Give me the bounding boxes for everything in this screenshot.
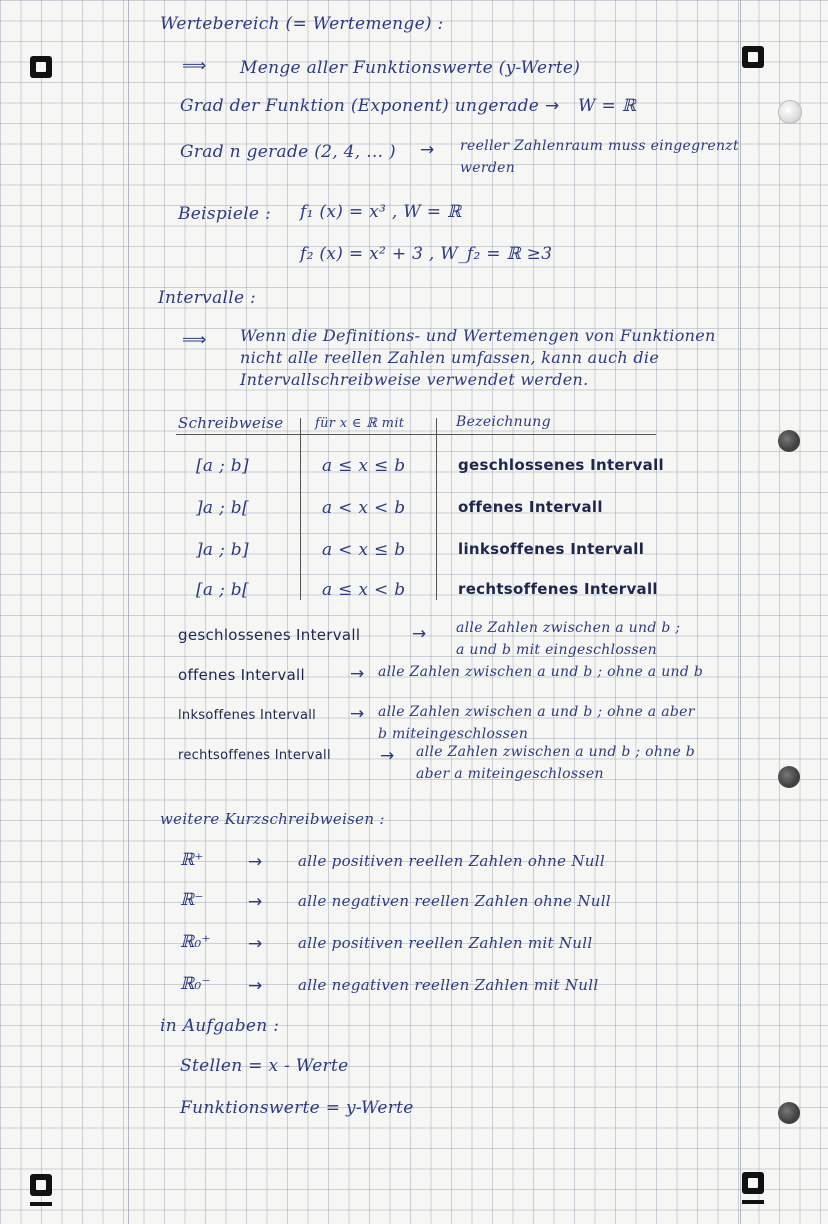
kurz-text: alle negativen reellen Zahlen ohne Null xyxy=(298,892,611,910)
table-cell: [a ; b[ xyxy=(196,580,249,600)
wb-line1: Menge aller Funktionswerte (y-Werte) xyxy=(240,58,581,78)
wb-line2-right: W = ℝ xyxy=(578,96,637,116)
arrow-icon: → xyxy=(248,934,263,954)
kurz-symbol: ℝ⁻ xyxy=(180,890,204,910)
intervalle-text-3: Intervallschreibweise verwendet werden. xyxy=(240,370,589,389)
heading-kurzschreibweisen: weitere Kurzschreibweisen : xyxy=(160,810,385,828)
kurz-symbol: ℝ₀⁻ xyxy=(180,974,211,994)
table-column-divider xyxy=(300,418,301,600)
arrow-icon: → xyxy=(350,664,365,684)
corner-marker-bottom-right-bar xyxy=(742,1200,764,1204)
expl-label: offenes Intervall xyxy=(178,666,305,684)
table-cell: a ≤ x < b xyxy=(322,580,406,600)
corner-marker-top-right xyxy=(742,46,764,68)
heading-aufgaben: in Aufgaben : xyxy=(160,1016,280,1036)
arrow-icon: → xyxy=(350,704,365,724)
table-header: Bezeichnung xyxy=(456,414,551,430)
table-cell: ]a ; b] xyxy=(196,540,249,560)
aufgaben-2: Funktionswerte = y-Werte xyxy=(180,1098,414,1118)
arrow-icon: → xyxy=(412,624,427,644)
kurz-text: alle negativen reellen Zahlen mit Null xyxy=(298,976,599,994)
expl-text: alle Zahlen zwischen a und b ; ohne a aber xyxy=(378,704,695,720)
wb-line3-right-1: reeller Zahlenraum muss eingegrenzt xyxy=(460,138,739,154)
beispiel-1: f₁ (x) = x³ , W = ℝ xyxy=(300,202,462,222)
table-column-divider xyxy=(436,418,437,600)
heading-intervalle: Intervalle : xyxy=(158,288,257,308)
table-cell: a < x < b xyxy=(322,498,406,518)
expl-label: lnksoffenes Intervall xyxy=(178,708,317,723)
punch-hole-2 xyxy=(778,430,800,452)
corner-marker-bottom-left xyxy=(30,1174,52,1196)
arrow-icon: ⟹ xyxy=(182,330,207,350)
table-cell: geschlossenes Intervall xyxy=(458,456,664,474)
aufgaben-1: Stellen = x - Werte xyxy=(180,1056,349,1076)
punch-hole-4 xyxy=(778,1102,800,1124)
table-cell: ]a ; b[ xyxy=(196,498,249,518)
arrow-icon: → xyxy=(248,852,263,872)
corner-marker-bottom-right xyxy=(742,1172,764,1194)
kurz-text: alle positiven reellen Zahlen mit Null xyxy=(298,934,593,952)
table-cell: [a ; b] xyxy=(196,456,249,476)
table-cell: offenes Intervall xyxy=(458,498,603,516)
heading-wertebereich: Wertebereich (= Wertemenge) : xyxy=(160,14,444,34)
table-cell: rechtsoffenes Intervall xyxy=(458,580,658,598)
table-cell: a < x ≤ b xyxy=(322,540,406,560)
punch-hole-1 xyxy=(778,100,802,124)
expl-label: geschlossenes Intervall xyxy=(178,626,361,644)
arrow-icon: ⟹ xyxy=(182,56,207,76)
corner-marker-bottom-left-bar xyxy=(30,1202,52,1206)
table-cell: linksoffenes Intervall xyxy=(458,540,645,558)
right-margin-line xyxy=(740,0,741,1224)
expl-text: alle Zahlen zwischen a und b ; ohne a und b xyxy=(378,664,704,680)
table-header: Schreibweise xyxy=(178,414,284,432)
expl-label: rechtsoffenes Intervall xyxy=(178,748,331,763)
beispiele-label: Beispiele : xyxy=(178,204,272,224)
expl-text: a und b mit eingeschlossen xyxy=(456,642,657,658)
kurz-symbol: ℝ⁺ xyxy=(180,850,204,870)
beispiel-2: f₂ (x) = x² + 3 , W_f₂ = ℝ ≥3 xyxy=(300,244,553,264)
intervalle-text-1: Wenn die Definitions- und Wertemengen von Funktionen xyxy=(240,326,716,345)
kurz-symbol: ℝ₀⁺ xyxy=(180,932,211,952)
arrow-icon: → xyxy=(545,96,560,116)
intervalle-text-2: nicht alle reellen Zahlen umfassen, kann auch die xyxy=(240,348,660,367)
kurz-text: alle positiven reellen Zahlen ohne Null xyxy=(298,852,605,870)
punch-hole-3 xyxy=(778,766,800,788)
wb-line3-right-2: werden xyxy=(460,160,516,176)
arrow-icon: → xyxy=(248,892,263,912)
arrow-icon: → xyxy=(420,140,435,160)
expl-text: aber a miteingeschlossen xyxy=(416,766,604,782)
arrow-icon: → xyxy=(248,976,263,996)
table-cell: a ≤ x ≤ b xyxy=(322,456,406,476)
arrow-icon: → xyxy=(380,746,395,766)
table-header-divider xyxy=(176,434,656,435)
wb-line3-left: Grad n gerade (2, 4, ... ) xyxy=(180,142,396,162)
table-header: für x ∈ ℝ mit xyxy=(315,416,405,431)
expl-text: alle Zahlen zwischen a und b ; ohne b xyxy=(416,744,696,760)
expl-text: alle Zahlen zwischen a und b ; xyxy=(456,620,681,636)
wb-line2-left: Grad der Funktion (Exponent) ungerade xyxy=(180,96,540,116)
expl-text: b miteingeschlossen xyxy=(378,726,529,742)
left-margin-line xyxy=(128,0,129,1224)
corner-marker-top-left xyxy=(30,56,52,78)
